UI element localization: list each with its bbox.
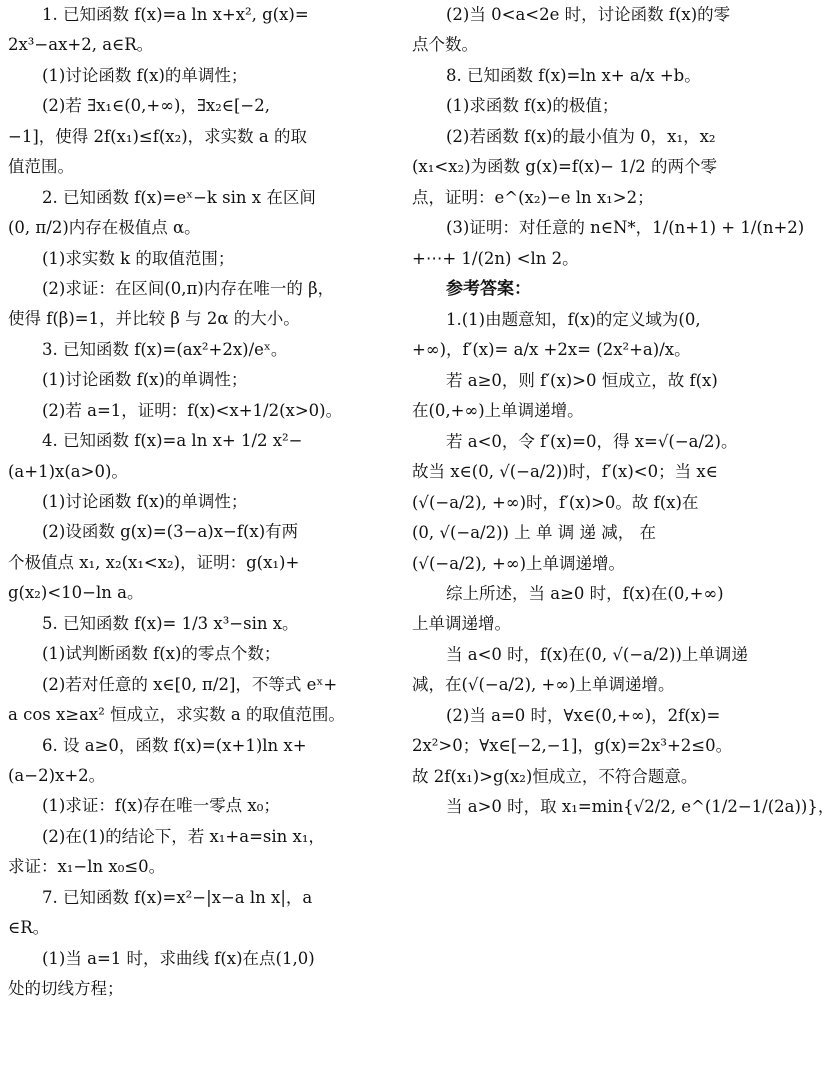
- text-line-a1-1a: 1.(1)由题意知，f(x)的定义域为(0,: [446, 310, 701, 330]
- text-line-p2-q2b: 使得 f(β)=1，并比较 β 与 2α 的大小。: [8, 309, 300, 329]
- text-line-p1-q2b: −1]，使得 2f(x₁)≤f(x₂)，求实数 a 的取: [8, 126, 307, 146]
- text-line-p2-stem-a: 2. 已知函数 f(x)=eˣ−k sin x 在区间: [42, 187, 316, 207]
- text-line-a1-1l: 当 a<0 时，f(x)在(0, √(−a/2))上单调递: [446, 644, 748, 664]
- text-line-p8-q3b: +⋯+ 1/(2n) <ln 2。: [412, 248, 579, 268]
- text-line-p1-stem-b: 2x³−ax+2, a∈R。: [8, 35, 154, 55]
- text-line-p4-q2a: (2)设函数 g(x)=(3−a)x−f(x)有两: [42, 522, 299, 542]
- text-line-a1-2a: (2)当 a=0 时，∀x∈(0,+∞)，2f(x)=: [446, 705, 721, 725]
- text-line-a1-1j: 综上所述，当 a≥0 时，f(x)在(0,+∞): [446, 583, 724, 603]
- text-line-p6-stem-b: (a−2)x+2。: [8, 765, 106, 785]
- answer-heading: 参考答案：: [446, 278, 531, 299]
- right-column: [412, 4, 834, 826]
- text-line-p8-q2b: (x₁<x₂)为函数 g(x)=f(x)− 1/2 的两个零: [412, 157, 718, 177]
- text-line-p7-q2b: 点个数。: [412, 35, 478, 55]
- text-line-p8-q2a: (2)若函数 f(x)的最小值为 0，x₁，x₂: [446, 126, 716, 146]
- text-line-p2-stem-b: (0, π/2)内存在极值点 α。: [8, 218, 201, 238]
- text-line-p5-q2a: (2)若对任意的 x∈[0, π/2]，不等式 eˣ+: [42, 674, 338, 694]
- text-line-p4-stem-a: 4. 已知函数 f(x)=a ln x+ 1/2 x²−: [42, 431, 303, 451]
- text-line-p2-q1: (1)求实数 k 的取值范围；: [42, 248, 235, 268]
- text-line-p7-q1a: (1)当 a=1 时，求曲线 f(x)在点(1,0): [42, 948, 315, 968]
- text-line-a1-1c: 若 a≥0，则 f′(x)>0 恒成立，故 f(x): [446, 370, 718, 390]
- text-line-a1-1m: 减，在(√(−a/2), +∞)上单调递增。: [412, 675, 675, 695]
- text-line-a1-1b: +∞)，f′(x)= a/x +2x= (2x²+a)/x。: [412, 340, 691, 360]
- text-line-a1-1e: 若 a<0，令 f′(x)=0，得 x=√(−a/2)。: [446, 431, 738, 451]
- text-line-p3-stem: 3. 已知函数 f(x)=(ax²+2x)/eˣ。: [42, 339, 288, 359]
- text-line-p7-q1b: 处的切线方程；: [8, 979, 124, 998]
- text-line-p1-q2c: 值范围。: [8, 157, 74, 177]
- text-line-a1-1d: 在(0,+∞)上单调递增。: [412, 401, 584, 421]
- text-line-a1-2c: 故 2f(x₁)>g(x₂)恒成立，不符合题意。: [412, 766, 698, 786]
- text-line-p7-q2a: (2)当 0<a<2e 时，讨论函数 f(x)的零: [446, 5, 731, 24]
- text-line-p8-q2c: 点，证明：e^(x₂)−e ln x₁>2；: [412, 187, 654, 207]
- text-line-p6-q2a: (2)在(1)的结论下，若 x₁+a=sin x₁，: [42, 826, 325, 846]
- text-line-p8-q1: (1)求函数 f(x)的极值；: [446, 96, 619, 116]
- text-line-a1-1h: (0, √(−a/2)) 上 单 调 递 减， 在: [412, 523, 656, 543]
- text-line-p8-stem: 8. 已知函数 f(x)=ln x+ a/x +b。: [446, 65, 701, 85]
- text-line-p6-q1: (1)求证：f(x)存在唯一零点 x₀；: [42, 796, 280, 816]
- text-line-p6-stem-a: 6. 设 a≥0，函数 f(x)=(x+1)ln x+: [42, 735, 307, 755]
- text-line-p1-stem-a: 1. 已知函数 f(x)=a ln x+x², g(x)=: [42, 5, 309, 24]
- text-line-p4-q1: (1)讨论函数 f(x)的单调性；: [42, 492, 248, 511]
- text-line-p6-q2b: 求证：x₁−ln x₀≤0。: [8, 857, 166, 877]
- text-line-p2-q2a: (2)求证：在区间(0,π)内存在唯一的 β，: [42, 278, 335, 298]
- text-line-p5-q1: (1)试判断函数 f(x)的零点个数；: [42, 644, 281, 664]
- text-line-p7-stem-a: 7. 已知函数 f(x)=x²−|x−a ln x|，a: [42, 887, 313, 907]
- text-line-a1-2b: 2x²>0；∀x∈[−2,−1]，g(x)=2x³+2≤0。: [412, 736, 733, 756]
- text-line-p3-q1: (1)讨论函数 f(x)的单调性；: [42, 370, 248, 390]
- text-line-p1-q2a: (2)若 ∃x₁∈(0,+∞)，∃x₂∈[−2,: [42, 96, 270, 116]
- text-line-a1-1f: 故当 x∈(0, √(−a/2))时，f′(x)<0；当 x∈: [412, 462, 718, 482]
- text-line-p5-q2b: a cos x≥ax² 恒成立，求实数 a 的取值范围。: [8, 705, 345, 725]
- text-line-p5-stem: 5. 已知函数 f(x)= 1/3 x³−sin x。: [42, 613, 299, 633]
- left-column: [8, 4, 386, 1008]
- text-line-p4-q2c: g(x₂)<10−ln a。: [8, 583, 144, 603]
- text-line-p4-q2b: 个极值点 x₁, x₂(x₁<x₂)，证明：g(x₁)+: [8, 552, 300, 572]
- text-line-p3-q2: (2)若 a=1，证明：f(x)<x+1/2(x>0)。: [42, 400, 343, 420]
- text-line-a1-1k: 上单调递增。: [412, 614, 511, 634]
- text-line-a1-1i: (√(−a/2), +∞)上单调递增。: [412, 553, 626, 573]
- text-line-a1-2d: 当 a>0 时，取 x₁=min{√2/2, e^(1/2−1/(2a))}，: [446, 797, 834, 817]
- text-line-p1-q1: (1)讨论函数 f(x)的单调性；: [42, 65, 248, 85]
- text-line-p4-stem-b: (a+1)x(a>0)。: [8, 461, 128, 481]
- text-line-p8-q3a: (3)证明：对任意的 n∈N*，1/(n+1) + 1/(n+2): [446, 218, 805, 238]
- text-line-a1-1g: (√(−a/2), +∞)时，f′(x)>0。故 f(x)在: [412, 492, 699, 512]
- text-line-p7-stem-b: ∈R。: [8, 918, 50, 938]
